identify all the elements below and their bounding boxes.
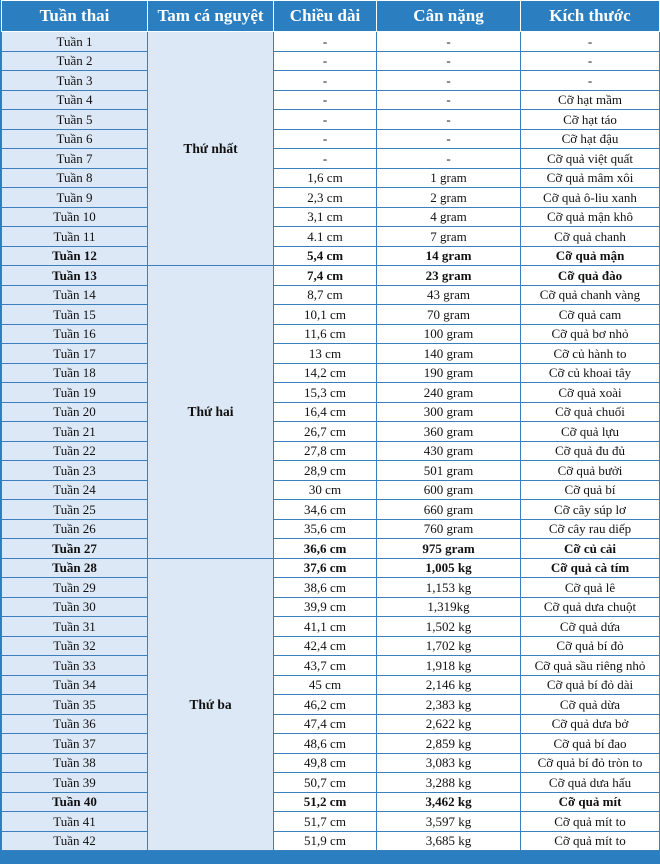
week-cell: Tuần 33: [2, 656, 148, 676]
size-cell: Cỡ hạt đậu: [521, 129, 660, 149]
week-cell: Tuần 32: [2, 636, 148, 656]
length-cell: 26,7 cm: [274, 422, 377, 442]
weight-cell: -: [377, 129, 521, 149]
week-cell: Tuần 22: [2, 441, 148, 461]
table-header-row: [2, 1, 660, 32]
length-cell: 10,1 cm: [274, 305, 377, 325]
table-row: [2, 227, 660, 247]
weight-cell: -: [377, 71, 521, 91]
weight-cell: -: [377, 51, 521, 71]
week-cell: Tuần 40: [2, 792, 148, 812]
weight-cell: 3,083 kg: [377, 753, 521, 773]
trimester-cell: Thứ hai: [148, 266, 274, 559]
week-cell: Tuần 23: [2, 461, 148, 481]
length-cell: 4.1 cm: [274, 227, 377, 247]
weight-cell: 3,685 kg: [377, 831, 521, 851]
size-cell: Cỡ quả dưa chuột: [521, 597, 660, 617]
length-cell: 8,7 cm: [274, 285, 377, 305]
table-row: [2, 539, 660, 559]
weight-cell: -: [377, 32, 521, 52]
size-cell: Cỡ củ cải: [521, 539, 660, 559]
size-cell: Cỡ quả bí đao: [521, 734, 660, 754]
size-cell: Cỡ quả sầu riêng nhỏ: [521, 656, 660, 676]
length-cell: 5,4 cm: [274, 246, 377, 266]
weight-cell: 2,859 kg: [377, 734, 521, 754]
size-cell: Cỡ quả mít to: [521, 812, 660, 832]
table-row: [2, 246, 660, 266]
size-cell: Cỡ quả cam: [521, 305, 660, 325]
table-row: [2, 753, 660, 773]
week-cell: Tuần 19: [2, 383, 148, 403]
table-row: [2, 695, 660, 715]
table-row: [2, 207, 660, 227]
week-cell: Tuần 3: [2, 71, 148, 91]
header-size: Kích thước: [521, 1, 660, 32]
week-cell: Tuần 20: [2, 402, 148, 422]
table-row: [2, 558, 660, 578]
length-cell: 16,4 cm: [274, 402, 377, 422]
length-cell: -: [274, 149, 377, 169]
week-cell: Tuần 42: [2, 831, 148, 851]
week-cell: Tuần 38: [2, 753, 148, 773]
table-row: [2, 773, 660, 793]
week-cell: Tuần 31: [2, 617, 148, 637]
weight-cell: 2,146 kg: [377, 675, 521, 695]
week-cell: Tuần 5: [2, 110, 148, 130]
table-row: [2, 578, 660, 598]
table-row: [2, 129, 660, 149]
week-cell: Tuần 35: [2, 695, 148, 715]
header-trimester: Tam cá nguyệt: [148, 1, 274, 32]
table-row: [2, 441, 660, 461]
week-cell: Tuần 16: [2, 324, 148, 344]
table-row: [2, 90, 660, 110]
table-row: [2, 383, 660, 403]
weight-cell: 23 gram: [377, 266, 521, 286]
length-cell: -: [274, 90, 377, 110]
table-row: [2, 656, 660, 676]
week-cell: Tuần 37: [2, 734, 148, 754]
size-cell: Cỡ quả dưa hấu: [521, 773, 660, 793]
week-cell: Tuần 4: [2, 90, 148, 110]
table-row: [2, 675, 660, 695]
table-row: [2, 636, 660, 656]
size-cell: Cỡ quả xoài: [521, 383, 660, 403]
week-cell: Tuần 14: [2, 285, 148, 305]
table-row: [2, 285, 660, 305]
size-cell: Cỡ quả bí đỏ: [521, 636, 660, 656]
length-cell: 48,6 cm: [274, 734, 377, 754]
header-weight: Cân nặng: [377, 1, 521, 32]
table-row: [2, 597, 660, 617]
length-cell: 14,2 cm: [274, 363, 377, 383]
size-cell: -: [521, 32, 660, 52]
week-cell: Tuần 1: [2, 32, 148, 52]
weight-cell: 1,918 kg: [377, 656, 521, 676]
week-cell: Tuần 28: [2, 558, 148, 578]
size-cell: Cỡ quả chanh: [521, 227, 660, 247]
size-cell: Cỡ cây rau diếp: [521, 519, 660, 539]
trimester-cell: Thứ ba: [148, 558, 274, 851]
size-cell: Cỡ quả mít to: [521, 831, 660, 851]
week-cell: Tuần 8: [2, 168, 148, 188]
table-row: [2, 831, 660, 851]
length-cell: 39,9 cm: [274, 597, 377, 617]
table-row: [2, 110, 660, 130]
length-cell: -: [274, 32, 377, 52]
table-body: [2, 32, 660, 851]
length-cell: 45 cm: [274, 675, 377, 695]
size-cell: Cỡ quả mận khô: [521, 207, 660, 227]
week-cell: Tuần 41: [2, 812, 148, 832]
size-cell: Cỡ hạt mầm: [521, 90, 660, 110]
length-cell: 43,7 cm: [274, 656, 377, 676]
length-cell: 30 cm: [274, 480, 377, 500]
length-cell: 35,6 cm: [274, 519, 377, 539]
weight-cell: 1,702 kg: [377, 636, 521, 656]
size-cell: -: [521, 51, 660, 71]
weight-cell: 975 gram: [377, 539, 521, 559]
table-row: [2, 734, 660, 754]
week-cell: Tuần 17: [2, 344, 148, 364]
table-row: [2, 71, 660, 91]
length-cell: 13 cm: [274, 344, 377, 364]
week-cell: Tuần 10: [2, 207, 148, 227]
table-row: [2, 363, 660, 383]
weight-cell: 600 gram: [377, 480, 521, 500]
length-cell: 7,4 cm: [274, 266, 377, 286]
table-row: [2, 266, 660, 286]
size-cell: Cỡ quả chanh vàng: [521, 285, 660, 305]
length-cell: 47,4 cm: [274, 714, 377, 734]
weight-cell: 100 gram: [377, 324, 521, 344]
size-cell: Cỡ cây súp lơ: [521, 500, 660, 520]
weight-cell: 1,502 kg: [377, 617, 521, 637]
weight-cell: 1,153 kg: [377, 578, 521, 598]
weight-cell: 2,383 kg: [377, 695, 521, 715]
size-cell: -: [521, 71, 660, 91]
length-cell: 42,4 cm: [274, 636, 377, 656]
size-cell: Cỡ quả cà tím: [521, 558, 660, 578]
size-cell: Cỡ quả bơ nhỏ: [521, 324, 660, 344]
table-row: [2, 714, 660, 734]
length-cell: 1,6 cm: [274, 168, 377, 188]
size-cell: Cỡ quả chuối: [521, 402, 660, 422]
week-cell: Tuần 30: [2, 597, 148, 617]
table-row: [2, 422, 660, 442]
weight-cell: -: [377, 90, 521, 110]
week-cell: Tuần 29: [2, 578, 148, 598]
size-cell: Cỡ quả việt quất: [521, 149, 660, 169]
size-cell: Cỡ quả dừa: [521, 695, 660, 715]
weight-cell: -: [377, 110, 521, 130]
weight-cell: 43 gram: [377, 285, 521, 305]
table-row: [2, 402, 660, 422]
size-cell: Cỡ quả bí đỏ dài: [521, 675, 660, 695]
length-cell: 15,3 cm: [274, 383, 377, 403]
week-cell: Tuần 27: [2, 539, 148, 559]
weight-cell: 4 gram: [377, 207, 521, 227]
size-cell: Cỡ quả ô-liu xanh: [521, 188, 660, 208]
week-cell: Tuần 15: [2, 305, 148, 325]
size-cell: Cỡ quả dưa bở: [521, 714, 660, 734]
length-cell: 2,3 cm: [274, 188, 377, 208]
week-cell: Tuần 13: [2, 266, 148, 286]
weight-cell: 2,622 kg: [377, 714, 521, 734]
footer-bar: [0, 851, 660, 864]
table-row: [2, 519, 660, 539]
table-row: [2, 617, 660, 637]
header-week: Tuần thai: [2, 1, 148, 32]
table-row: [2, 461, 660, 481]
length-cell: 38,6 cm: [274, 578, 377, 598]
length-cell: 51,7 cm: [274, 812, 377, 832]
length-cell: 51,2 cm: [274, 792, 377, 812]
length-cell: 49,8 cm: [274, 753, 377, 773]
length-cell: -: [274, 129, 377, 149]
size-cell: Cỡ quả bưởi: [521, 461, 660, 481]
size-cell: Cỡ quả mít: [521, 792, 660, 812]
length-cell: 3,1 cm: [274, 207, 377, 227]
size-cell: Cỡ hạt táo: [521, 110, 660, 130]
week-cell: Tuần 25: [2, 500, 148, 520]
size-cell: Cỡ quả dứa: [521, 617, 660, 637]
table-row: [2, 344, 660, 364]
weight-cell: 240 gram: [377, 383, 521, 403]
length-cell: -: [274, 110, 377, 130]
weight-cell: 7 gram: [377, 227, 521, 247]
table-row: [2, 792, 660, 812]
weight-cell: 140 gram: [377, 344, 521, 364]
table-row: [2, 305, 660, 325]
weight-cell: 300 gram: [377, 402, 521, 422]
table-row: [2, 188, 660, 208]
weight-cell: 3,462 kg: [377, 792, 521, 812]
length-cell: 11,6 cm: [274, 324, 377, 344]
week-cell: Tuần 34: [2, 675, 148, 695]
week-cell: Tuần 39: [2, 773, 148, 793]
weight-cell: 360 gram: [377, 422, 521, 442]
week-cell: Tuần 12: [2, 246, 148, 266]
length-cell: 28,9 cm: [274, 461, 377, 481]
weight-cell: 3,597 kg: [377, 812, 521, 832]
size-cell: Cỡ quả lê: [521, 578, 660, 598]
weight-cell: 760 gram: [377, 519, 521, 539]
length-cell: 27,8 cm: [274, 441, 377, 461]
week-cell: Tuần 36: [2, 714, 148, 734]
size-cell: Cỡ quả mâm xôi: [521, 168, 660, 188]
weight-cell: 1,319kg: [377, 597, 521, 617]
week-cell: Tuần 6: [2, 129, 148, 149]
table-row: [2, 149, 660, 169]
weight-cell: 501 gram: [377, 461, 521, 481]
table-row: [2, 480, 660, 500]
size-cell: Cỡ quả đu đủ: [521, 441, 660, 461]
week-cell: Tuần 7: [2, 149, 148, 169]
table-row: [2, 324, 660, 344]
weight-cell: 2 gram: [377, 188, 521, 208]
week-cell: Tuần 21: [2, 422, 148, 442]
length-cell: 51,9 cm: [274, 831, 377, 851]
size-cell: Cỡ củ hành to: [521, 344, 660, 364]
weight-cell: 14 gram: [377, 246, 521, 266]
table-row: [2, 812, 660, 832]
weight-cell: 430 gram: [377, 441, 521, 461]
weight-cell: 3,288 kg: [377, 773, 521, 793]
weight-cell: 70 gram: [377, 305, 521, 325]
size-cell: Cỡ quả lựu: [521, 422, 660, 442]
size-cell: Cỡ quả mận: [521, 246, 660, 266]
week-cell: Tuần 11: [2, 227, 148, 247]
length-cell: -: [274, 71, 377, 91]
length-cell: 46,2 cm: [274, 695, 377, 715]
table-row: [2, 500, 660, 520]
trimester-cell: Thứ nhất: [148, 32, 274, 266]
weight-cell: 1 gram: [377, 168, 521, 188]
length-cell: 34,6 cm: [274, 500, 377, 520]
week-cell: Tuần 9: [2, 188, 148, 208]
pregnancy-week-table: [1, 0, 660, 851]
size-cell: Cỡ quả bí: [521, 480, 660, 500]
weight-cell: -: [377, 149, 521, 169]
table-row: [2, 32, 660, 52]
length-cell: 41,1 cm: [274, 617, 377, 637]
table-row: [2, 51, 660, 71]
header-length: Chiều dài: [274, 1, 377, 32]
week-cell: Tuần 18: [2, 363, 148, 383]
table-row: [2, 168, 660, 188]
size-cell: Cỡ quả bí đỏ tròn to: [521, 753, 660, 773]
length-cell: 50,7 cm: [274, 773, 377, 793]
weight-cell: 660 gram: [377, 500, 521, 520]
weight-cell: 190 gram: [377, 363, 521, 383]
length-cell: 36,6 cm: [274, 539, 377, 559]
size-cell: Cỡ củ khoai tây: [521, 363, 660, 383]
size-cell: Cỡ quả đào: [521, 266, 660, 286]
week-cell: Tuần 24: [2, 480, 148, 500]
length-cell: -: [274, 51, 377, 71]
length-cell: 37,6 cm: [274, 558, 377, 578]
week-cell: Tuần 26: [2, 519, 148, 539]
weight-cell: 1,005 kg: [377, 558, 521, 578]
week-cell: Tuần 2: [2, 51, 148, 71]
